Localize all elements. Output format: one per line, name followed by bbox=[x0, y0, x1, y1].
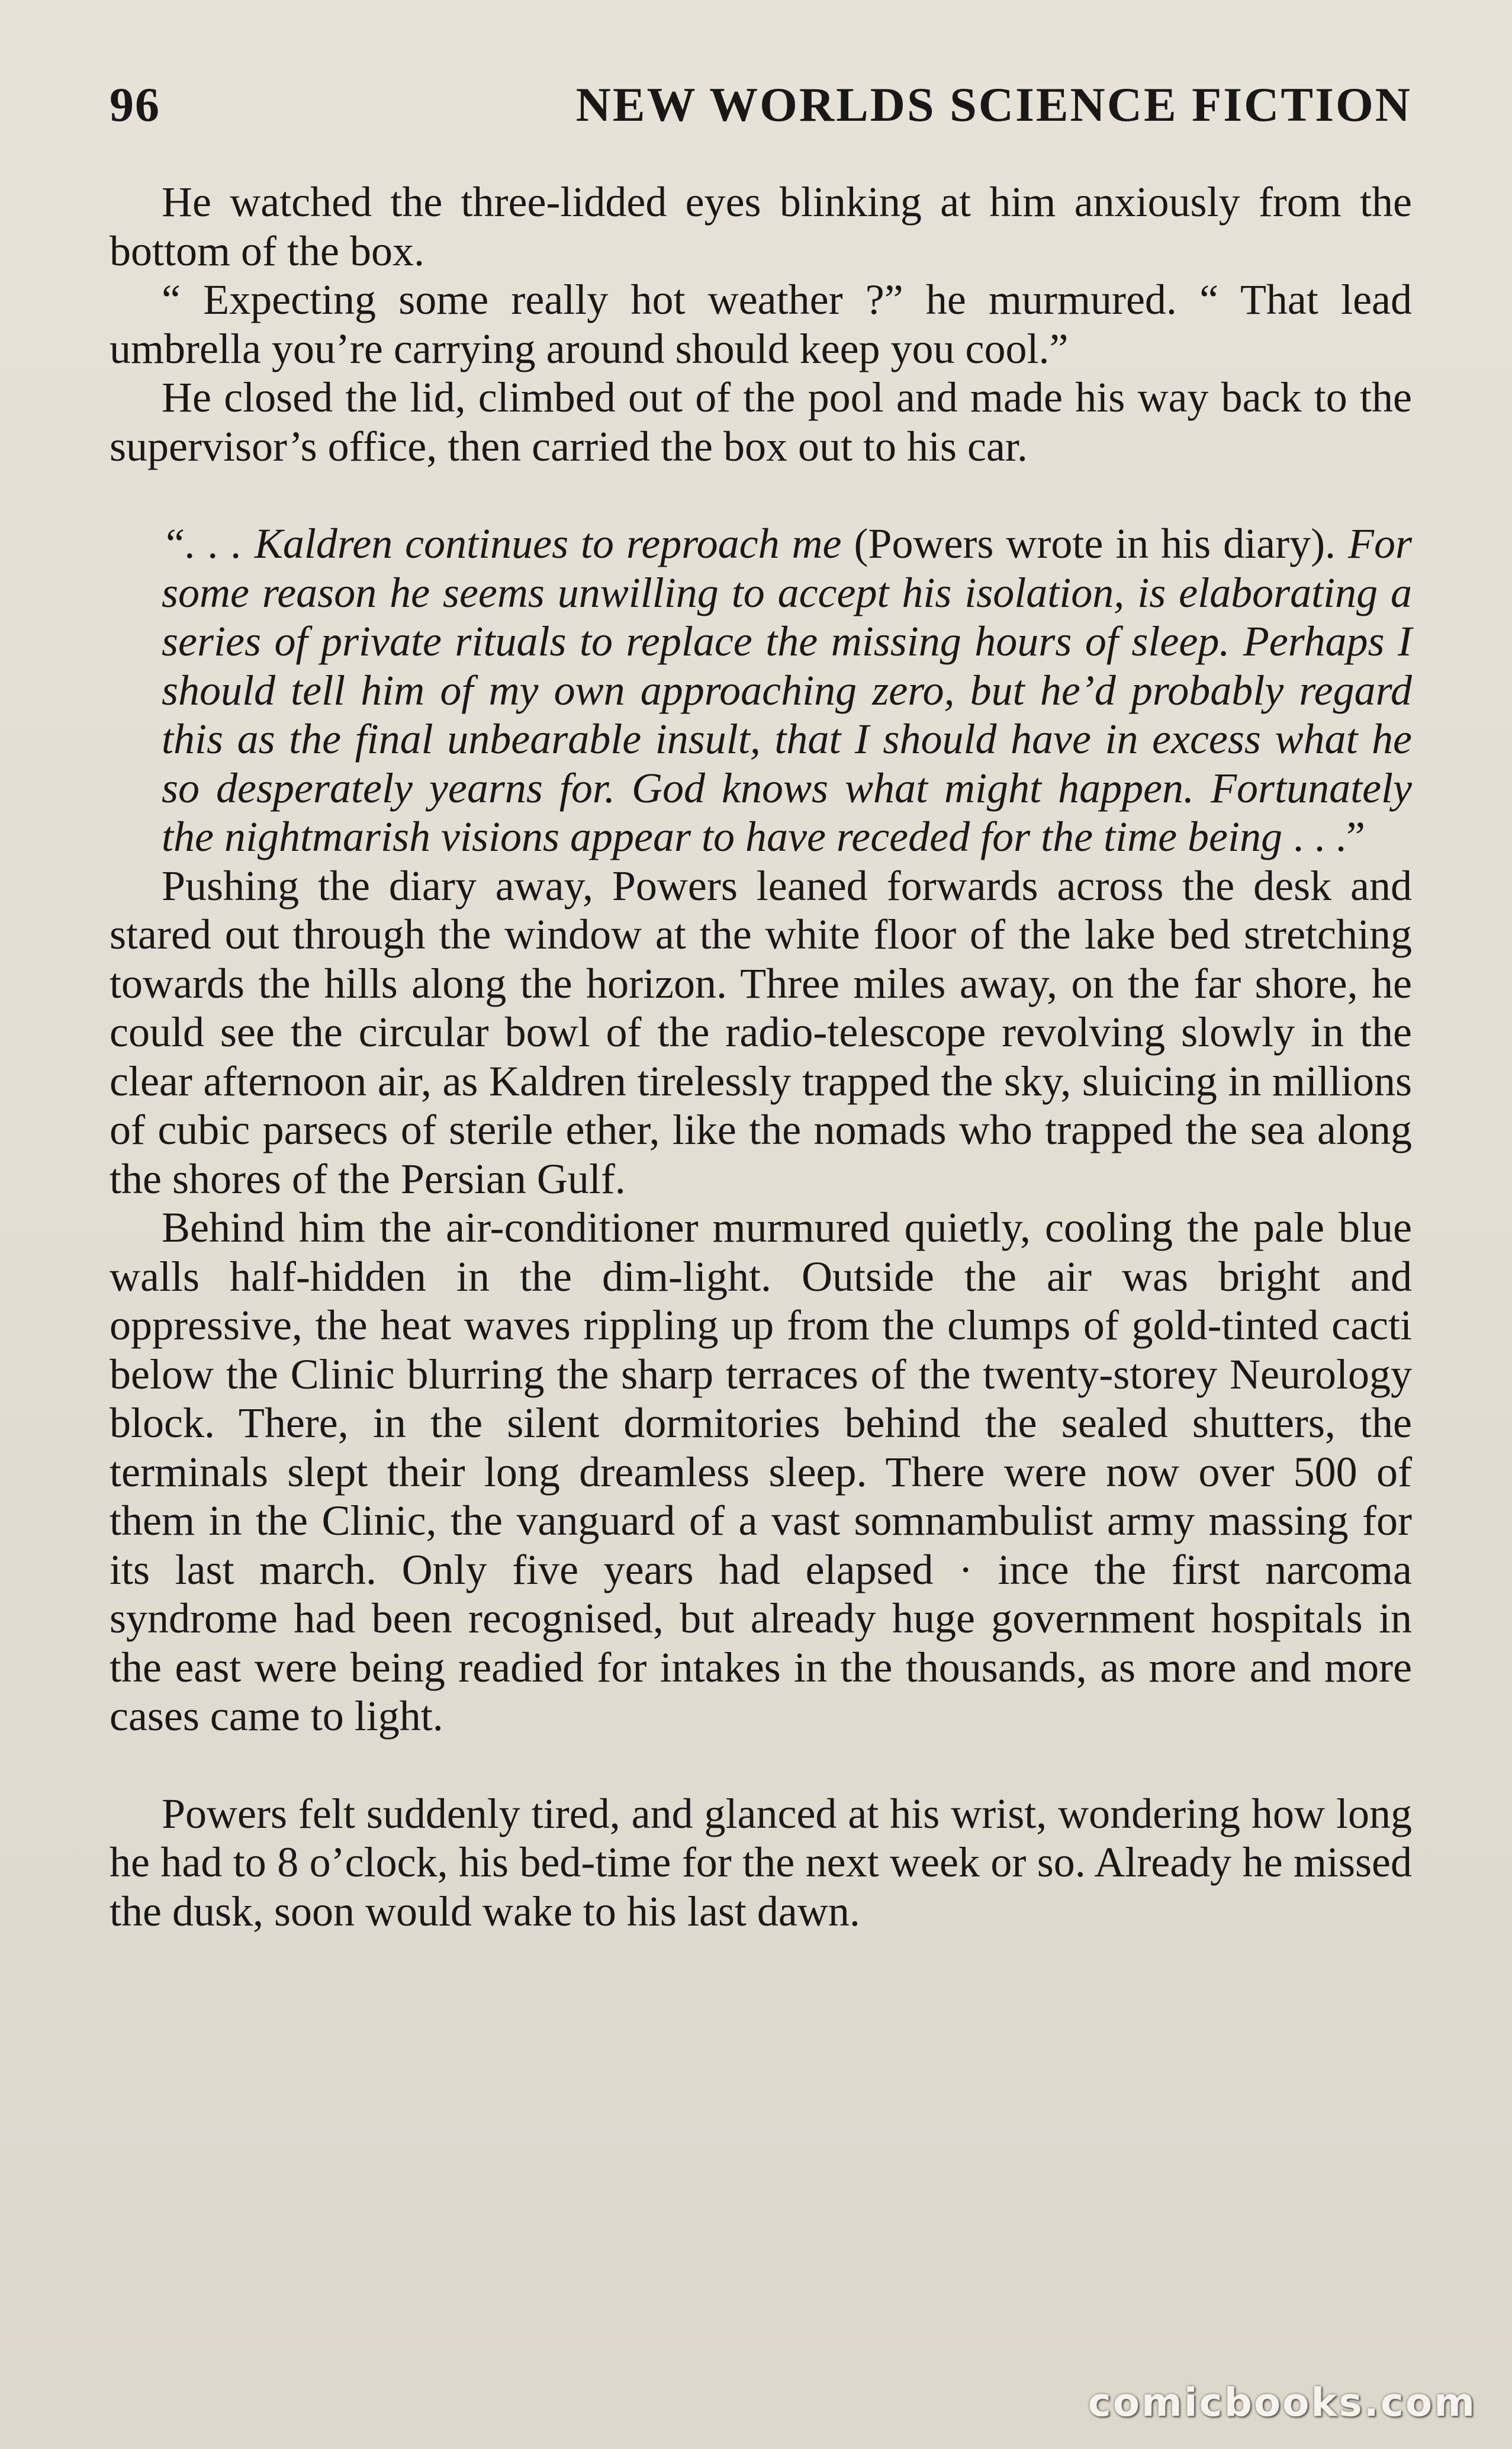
quote-text: For some reason he seems unwilling to accept his isolation, is elaborating a series of private rituals to replace the missing hours of sleep. Perhaps I should tell him of my own approaching zero, but he’d probably regard this as the final unbearable insult, that I should have in excess what he so desperately yearns for. God knows what might happen. Fortunately the nightmarish visions appear to have receded for the time being bbox=[162, 520, 1413, 860]
quote-open: “. . . bbox=[162, 520, 255, 567]
section-gap bbox=[110, 471, 1412, 519]
page-number: 96 bbox=[110, 78, 160, 131]
paragraph: Pushing the diary away, Powers leaned forwards across the desk and stared out through the window at the white floor of the lake bed stretching towards the hills along the horizon. Three miles away, on the far shore, he could see the circular bowl of the radio-telescope revolving slowly in the clear afternoon air, as Kaldren tirelessly trapped the sky, sluicing in millions of cubic parsecs of sterile ether, like the nomads who trapped the sea along the shores of the Persian Gulf. bbox=[110, 862, 1412, 1203]
body-text bbox=[110, 178, 1412, 1936]
quote-text: Kaldren continues to reproach me bbox=[254, 520, 842, 567]
section-gap bbox=[110, 1741, 1412, 1789]
watermark-logo: comicbooks.com bbox=[1088, 2380, 1476, 2425]
quote-attribution: (Powers wrote in his diary). bbox=[841, 520, 1349, 567]
paragraph: “ Expecting some really hot weather ?” he murmured. “ That lead umbrella you’re carrying around should keep you cool.” bbox=[110, 276, 1412, 372]
paragraph: He watched the three-lidded eyes blinking at him anxiously from the bottom of the box. bbox=[110, 178, 1412, 275]
running-header bbox=[110, 77, 1412, 136]
diary-quote bbox=[110, 519, 1412, 862]
paragraph: Behind him the air-conditioner murmured quietly, cooling the pale blue walls half-hidden in the dim-light. Outside the air was bright and oppressive, the heat waves rippling up from the clumps of gold-tinted cacti below the Clinic blurring the sharp terraces of the twenty-storey Neurology block. There, in the silent dormitories behind the sealed shutters, the terminals slept their long dreamless sleep. There were now over 500 of them in the Clinic, the vanguard of a vast somnambulist army massing for its last march. Only five years had elapsed · ince the first narcoma syndrome had been recognised, but already huge government hospitals in the east were being readied for intakes in the thousands, as more and more cases came to light. bbox=[110, 1204, 1412, 1740]
running-title: NEW WORLDS SCIENCE FICTION bbox=[575, 78, 1412, 131]
paragraph: He closed the lid, climbed out of the pool and made his way back to the supervisor’s office, then carried the box out to his car. bbox=[110, 374, 1412, 470]
paragraph: Powers felt suddenly tired, and glanced at his wrist, wondering how long he had to 8 o’clock, his bed-time for the next week or so. Already he missed the dusk, soon would wake to his last dawn. bbox=[110, 1789, 1412, 1935]
quote-close: . . .” bbox=[1282, 813, 1365, 860]
